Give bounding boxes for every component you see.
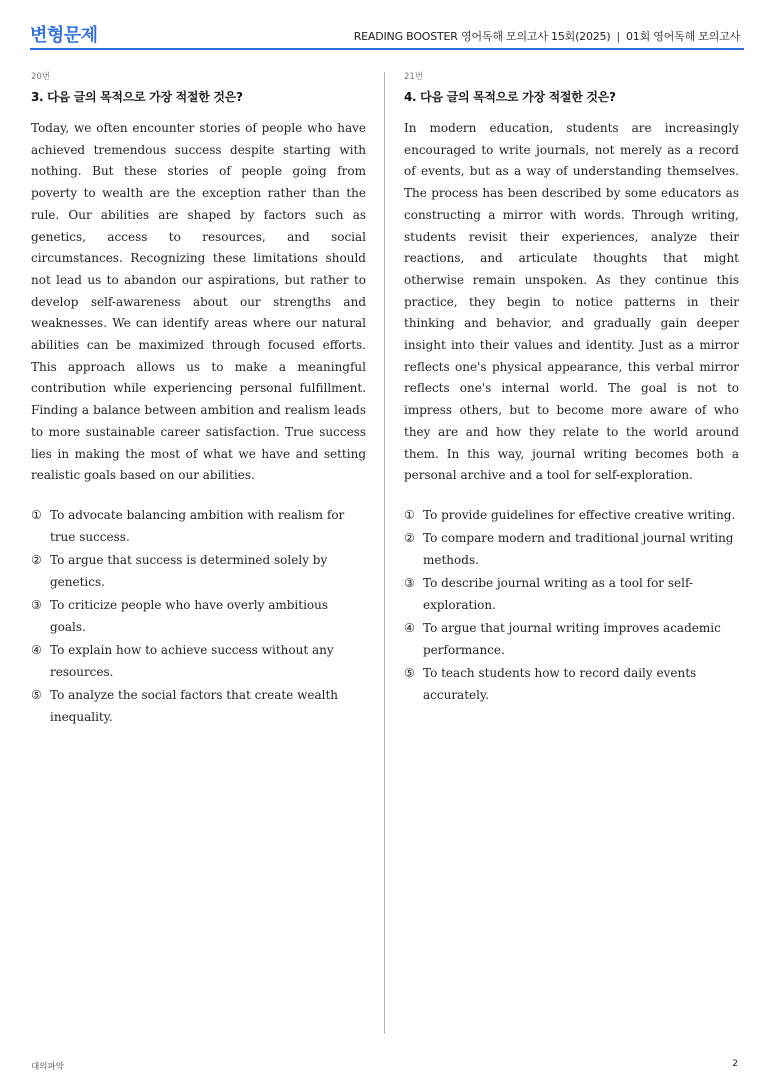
passage-text: Today, we often encounter stories of people who have achieved tremendous success despite starting with nothing. But these stories of people going from poverty to wealth are the exception rather than the rule. Our abilities are shaped by factors such as genetics, access to resources, and social circumstances. Recognizing these limitations should not lead us to abandon our aspirations, but rather to develop self-awareness about our strengths and weaknesses. We can identify areas where our natural abilities can be maximized through focused efforts. This approach allows us to make a meaningful contribution while experiencing personal fulfillment. Finding a balance between ambition and realism leads to more sustainable career satisfaction. True success lies in making the most of what we have and setting realistic goals based on our abilities. [31,121,366,483]
header-separator: | [616,30,620,43]
option-text: To explain how to achieve success without any resources. [50,642,334,679]
option-marker: ④ [404,620,415,635]
option-marker: ③ [404,575,415,590]
answer-options [31,504,366,728]
question-4 [404,70,739,722]
question-3 [31,70,366,744]
answer-option-1[interactable] [404,504,739,526]
option-text: To describe journal writing as a tool for self-exploration. [423,575,694,612]
option-marker: ① [404,507,415,522]
book-title: READING BOOSTER 영어독해 모의고사 15회(2025) [353,30,611,43]
option-text: To provide guidelines for effective creative writing. [423,507,736,522]
option-marker: ② [404,530,415,545]
option-text: To argue that journal writing improves academic performance. [423,620,721,657]
answer-option-3[interactable] [404,572,739,616]
question-title: 4. 다음 글의 목적으로 가장 적절한 것은? [404,90,616,104]
answer-option-3[interactable] [31,594,366,638]
footer-category: 대의파악 [31,1062,64,1072]
answer-option-4[interactable] [31,639,366,683]
answer-option-4[interactable] [404,617,739,661]
answer-option-2[interactable] [404,527,739,571]
answer-options [404,504,739,706]
option-text: To argue that success is determined solely by genetics. [50,552,328,589]
column-divider [384,72,385,1034]
answer-option-1[interactable] [31,504,366,548]
option-marker: ⑤ [404,665,415,680]
question-title: 3. 다음 글의 목적으로 가장 적절한 것은? [31,90,243,104]
option-text: To advocate balancing ambition with realism for true success. [50,507,345,544]
option-marker: ④ [31,642,42,657]
source-number: 21번 [404,72,424,82]
option-marker: ① [31,507,42,522]
header-info [354,28,740,44]
option-marker: ② [31,552,42,567]
page-header [30,20,744,50]
answer-option-2[interactable] [31,549,366,593]
option-marker: ⑤ [31,687,42,702]
option-text: To teach students how to record daily events accurately. [423,665,697,702]
brand-title: 변형문제 [30,25,98,46]
section-title: 01회 영어독해 모의고사 [625,30,740,43]
option-text: To criticize people who have overly ambitious goals. [50,597,329,634]
option-text: To compare modern and traditional journal writing methods. [423,530,734,567]
page-number: 2 [732,1059,738,1069]
source-number: 20번 [31,72,51,82]
passage-text: In modern education, students are increasingly encouraged to write journals, not merely as a record of events, but as a way of understanding themselves. The process has been described by some educators as constructing a mirror with words. Through writing, students revisit their experiences, analyze their reactions, and articulate thoughts that might otherwise remain unspoken. As they continue this practice, they begin to notice patterns in their thinking and behavior, and gradually gain deeper insight into their values and identity. Just as a mirror reflects one's physical appearance, this verbal mirror reflects one's internal world. The goal is not to impress others, but to become more aware of who they are and how they relate to the world around them. In this way, journal writing becomes both a personal archive and a tool for self-exploration. [404,121,739,483]
option-marker: ③ [31,597,42,612]
answer-option-5[interactable] [404,662,739,706]
option-text: To analyze the social factors that create wealth inequality. [50,687,338,724]
answer-option-5[interactable] [31,684,366,728]
